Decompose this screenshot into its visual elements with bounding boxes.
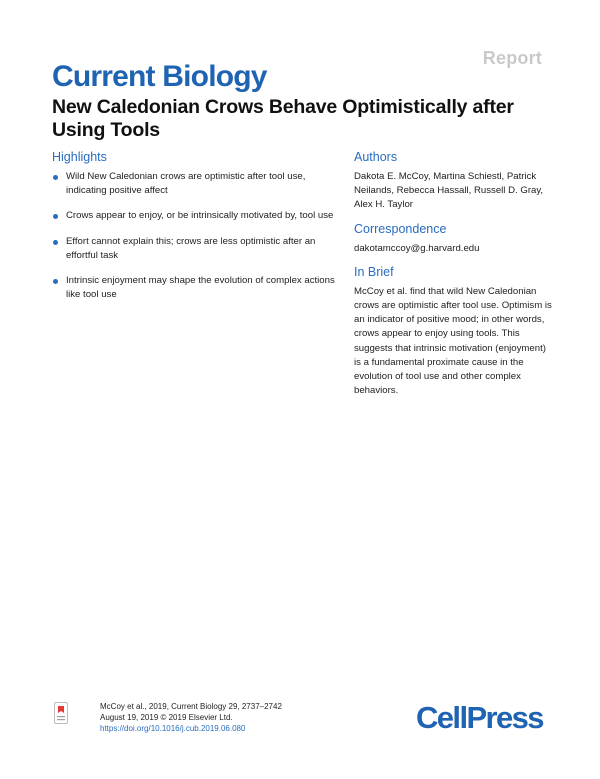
bullet-icon <box>53 279 58 284</box>
correspondence-section <box>354 222 554 256</box>
authors-list: Dakota E. McCoy, Martina Schiestl, Patrick Neilands, Rebecca Hassall, Russell D. Gray, Alex H. Taylor <box>354 171 544 211</box>
bullet-icon <box>53 175 58 180</box>
highlights-heading: Highlights <box>52 150 107 164</box>
citation-line: McCoy et al., 2019, Current Biology 29, 2737–2742 <box>100 702 282 711</box>
report-label: Report <box>482 48 542 68</box>
highlights-list <box>52 170 342 302</box>
date-copyright-line: August 19, 2019 © 2019 Elsevier Ltd. <box>100 712 233 722</box>
highlight-item <box>52 209 342 223</box>
bullet-icon <box>53 214 58 219</box>
correspondence-heading: Correspondence <box>354 221 447 236</box>
authors-section <box>354 150 554 213</box>
highlight-item <box>52 274 342 302</box>
highlight-text: Intrinsic enjoyment may shape the evolution of complex actions like tool use <box>66 275 335 301</box>
bullet-icon <box>53 240 58 245</box>
highlight-text: Crows appear to enjoy, or be intrinsically motivated by, tool use <box>66 210 334 222</box>
sidebar <box>354 150 554 407</box>
journal-name: Current Biology <box>52 60 267 93</box>
in-brief-section <box>354 265 554 399</box>
doi-link[interactable]: https://doi.org/10.1016/j.cub.2019.06.080 <box>100 723 246 733</box>
highlight-item <box>52 235 342 263</box>
highlight-item <box>52 170 342 198</box>
check-for-updates-icon[interactable] <box>54 702 68 724</box>
highlights-section <box>52 150 342 313</box>
in-brief-heading: In Brief <box>354 264 394 279</box>
cellpress-logo: CellPress <box>416 700 543 735</box>
authors-heading: Authors <box>354 150 398 164</box>
citation-footer <box>100 702 282 734</box>
in-brief-text: McCoy et al. find that wild New Caledonian crows are optimistic after tool use. Optimism is an indicator of positive mood; in other words, crows appear to enjoy using tools. This suggests that intrinsic motivation (enjoyment) is a fundamental proximate cause in the evolution of tool use and other complex behaviors. <box>354 285 552 397</box>
correspondence-email[interactable]: dakotamccoy@g.harvard.edu <box>354 242 480 254</box>
highlight-text: Wild New Caledonian crows are optimistic after tool use, indicating positive affect <box>66 171 306 197</box>
article-title: New Caledonian Crows Behave Optimistically after Using Tools <box>52 96 514 141</box>
highlight-text: Effort cannot explain this; crows are less optimistic after an effortful task <box>66 235 316 261</box>
